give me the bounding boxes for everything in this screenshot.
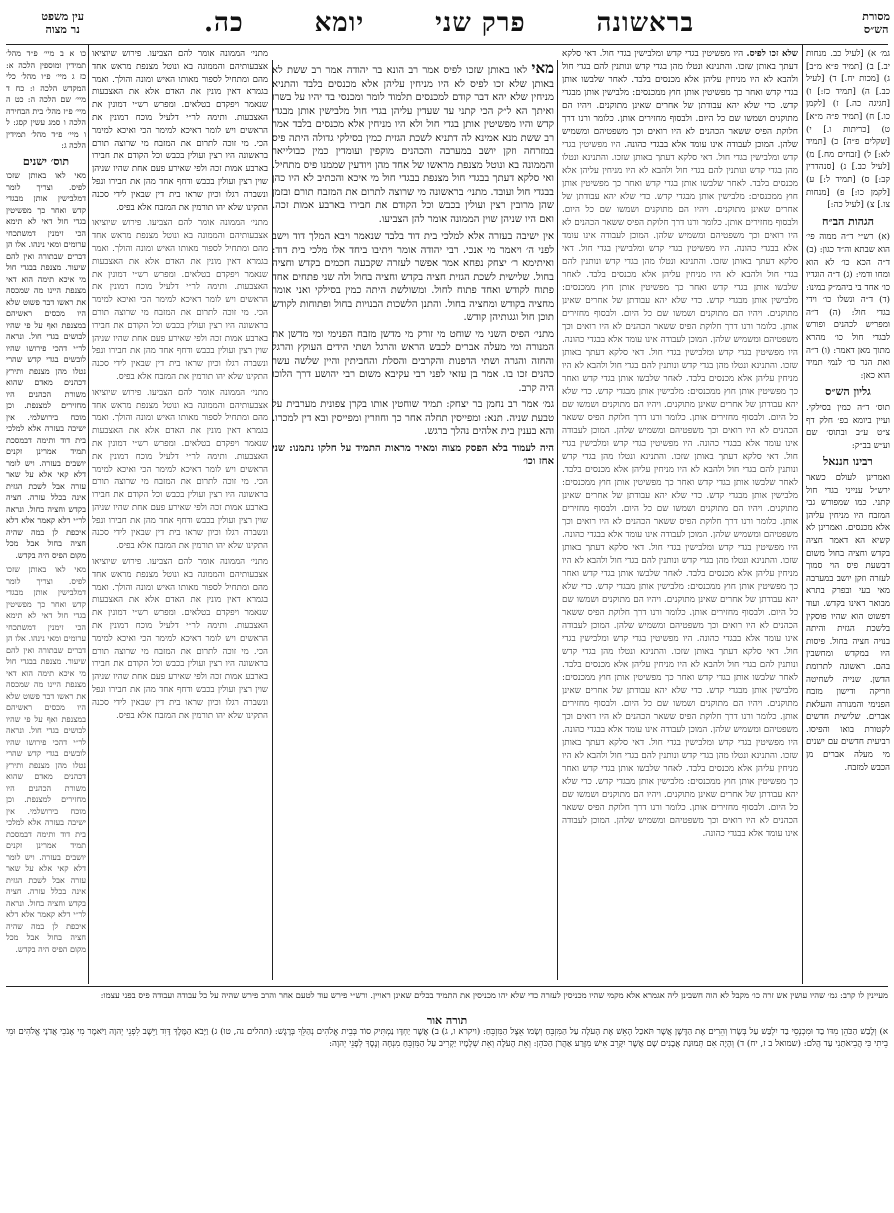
gemara-text: לאו באותן שזכו לפיס אמר רב הונא בר יהודה אמר רב ששת לא באותן שלא זכו לפיס לא היו מניחין עליהן אלא מכנסים בלבד והתניא מניחין שלא יהא דבר קודם למכנסים תלמוד לומר ומכנסי בד יהיו על בשרו ואיתך הא ל״ק הכי קתני עד שעדין עליהן בגדי חול מלבישין אותן מבגדי קדש והיו מפשיטין אותן בגדי חול ולא היו מניחין אלא מכנסים בלבד אמר רב ששת מנא אמינא לה דתניא לשכת הגזית כמין בסילקי גדולה היתה פיס במזרחה וזקן יושב במערבה והכהנים מוקפין ועומדין כמין כבולייאר והממונה בא ונוטל מצנפת מראשו של אחד מהן ויודעין שממנו פיס מתחיל. ואי סלקא דעתך בבגדי חול מצנפת בבגדי חול מי איכא והכתיב לא היו כהן בבגדי חול ועובד. מתני׳ בראשונה מי שרוצה לתרום את המזבח תורם ובזמן שהן מרובין רצין ועולין בכבש וכל הקודם את חבירו בארבע אמות זכה. ואם היו שניהן שוין הממונה אומר להן הצביעו. bbox=[272, 65, 554, 225]
gemara-section-3: מתני׳ הפיס השני מי שוחט מי זורק מי מדשן מזבח הפנימי ומי מדשן את המנורה ומי מעלה אברים לכבש הראש והרגל ושתי הידים העוקץ והרגל והחזה והגרה ושתי הדפנות והקרבים והסלת והחביתין והיין שלשה עשר כהנים זכו בו. אמר בן עזאי לפני רבי עקיבא משום רבי יהושע דרך הלוכו היה קרב. bbox=[272, 328, 554, 394]
hagahot-habach-text: (א) רש״י ד״ה ממוה פי׳ הוא שבתא וה״ד כגון: (ב) ד״ה הכא כו׳ לא הוא ומחו ודמי: (ג) ד״ה הוגדיו כו׳ אחד בי ביהמ״ק במינו: (ד) ד״ה ונשלו כו׳ וידי בגדי חול: (ה) ד״ה ומפריש לכהנים ופורש לבגדי חול כו׳ מהרא מתוך מאן דאמר: (ו) ד״ה ואת הנר כו׳ לנמי תמיד הוא כאן: bbox=[806, 232, 890, 381]
gilyon-hashas-title: גליון הש״ס bbox=[825, 385, 871, 399]
right-marginal-column bbox=[806, 48, 890, 983]
rashi-text-continued-6: היו מפשיטין בגדי קדש ומלבישין בגדי חול. דאי סלקא דעתך באותן שזכו. והתנינא ונטלו מהן בגדי קדש ונותנין להם בגדי חול ולהבא לא היו מניחין עליהן אלא מכנסים בלבד. לאחר שלבשו אותן בגדי קדש ואחר כך מפשיטין אותן חוץ ממכנסים: מלבישין אותן מבגדי קדש. כדי שלא יהא עבודתן של אחרים שאינן מתוקנים. ויהיו הם מתוקנים ושמשו שם כל היום. ולבסוף מחזירים אותן. כלומר ורנו דרך חלוקת הפיס ששאר הכהנים לא היו רואים וכך משפטיהם ומשמיש שלהן. המוכן לעבודה אינו עומד אלא בבגדי כהונה. bbox=[562, 634, 798, 735]
tosafot-yeshanim-title: תוס׳ ישנים bbox=[22, 154, 70, 168]
rashi-text-continued-7: היו מפשיטין בגדי קדש ומלבישין בגדי חול. דאי סלקא דעתך באותן שזכו. והתנינא ונטלו מהן בגדי קדש ונותנין להם בגדי חול ולהבא לא היו מניחין עליהן אלא מכנסים בלבד. לאחר שלבשו אותן בגדי קדש ואחר כך מפשיטין אותן חוץ ממכנסים: מלבישין אותן מבגדי קדש. כדי שלא יהא עבודתן של אחרים שאינן מתוקנים. ויהיו הם מתוקנים ושמשו שם כל היום. ולבסוף מחזירים אותן. כלומר ורנו דרך חלוקת הפיס ששאר הכהנים לא היו רואים וכך משפטיהם ומשמיש שלהן. המוכן לעבודה אינו עומד אלא בבגדי כהונה. bbox=[562, 738, 798, 839]
tosafot-yeshanim-text: מאי לאו באותן שזכו לפיס. וצריך לומר דמלבישין אותן מבגדי קדש ואחר כך מפשיטין בגדי חול דאי לא תימא הכי זימנין דמשתכחי ערומים ומאי נינהו. אלו הן דברים שבתורה ואין להם שיעור. מצנפת בבגדי חול מי איכא תימה הוא דאי מצנפת היינו מה שמכסה את ראשו דבר פשוט שלא היו מכסים ראשיהם במצנפת ואף על פי שהיו לבושים בגדי חול. ונראה לר״י דהכי פירושו שהיו לובשים בגדי קדש שהרי נטלו מהן מצנפת ותירץ דכהנים מאדם שהוא משורת הכהנים היו מחזירים למצנפת. וכן מוכח בירושלמי. אין ישיבה בעזרה אלא למלכי בית דוד ותימה דבמסכת תמיד אמרינן זקנים יושבים בעזרה. ויש לומר דלא קאי אלא על שאר עזרה אבל לשכת הגזית אינה בכלל עזרה. חציה בקדש וחציה בחול. ונראה לר״י דלא קאמר אלא דלא איכפת לן במה שהיה חציה בחול אבל מכל מקום הפיס היה בקדש. bbox=[6, 171, 86, 560]
right-margin-divider bbox=[802, 44, 803, 984]
rashi-opening: שלא זכו לפיס. bbox=[746, 49, 798, 59]
tosafot-text-cont: מתני׳ הממונה אומר להם הצביעו. פירוש שיוציאו אצבעותיהם והממונה בא ונוטל מצנפת מראש אחד מהם ומתחיל לספור מאותו האיש ומונה והולך. ואמר בגמרא דאין מונין את האדם אלא את האצבעות שנאמר ויפקדם בטלאים. ומפרש רש״י דמונין את האצבעות. ותימה לר״י דלעיל מוכח דמונין את הראשים ויש לומר דאיכא למימר הכי ואיכא למימר הכי. מי זוכה לתרום את המזבח מי שרוצה תורם בראשונה היו רצין ועולין בכבש וכל הקודם את חבירו בארבע אמות זכה ולפי שאירע פעם אחת שהיו שניהן שוין רצין ועולין בכבש ודחף אחד מהן את חבירו ונפל ונשברה רגלו וכיון שראו בית דין שבאין לידי סכנה התקינו שלא יהו תורמין את המזבח אלא בפיס. bbox=[92, 218, 268, 382]
tractate-name: יומא bbox=[314, 8, 365, 38]
rabbenu-chananel-text: ואמרינן לעולם כשאר ירש״ל ענייני בגדי חול קתני. כמו שמפורש גבי המזבח היו מניחין עליהן אלא מכנסים. ואמרינן לא קשיא הא דאמר חציה בקדש וחציה בחול משום דבשעת פיס הוי סמוך לעזרה וזקן יושב במערבה מאי בעי ובפרק בתרא מבואר דאינו בקדש. ועוד דפשוט הוא שהיו פוסקין בלשכת הגזית והיתה בנויה חציה בחול. פיסות היו במקדש ומחשבין בהם. ראשונה לתרומת הדשן. שנייה לשחיטה וזריקה ודישון מזבח הפנימי והמנורה והעלאת אברים. שלישית חדשים לקטורת בואו והפיסו. רביעית חדשים עם ישנים מי מעלה אברים מן הכבש למזבח. bbox=[806, 473, 890, 773]
footer-notes-text: מעיינין לו קרב: גמ׳ שהיו עושין אש זרה כו׳ מקבל לא הוה חשבינן ליה אגמרא אלא מקמי שהיו מכניסין לעזרה כדי שלא יהו מכניסין את התמיד בכלים שאינן ראויין. ורש״י פירש עוד לטעם אחר והרב פירש שהיה על כל עבודה ועבודה פיס בפני עצמו: bbox=[100, 990, 888, 1000]
gilyon-hashas-text: תוס׳ ד״ה כמין בסילקי. ועיין ביומא בפ׳ חלק דף צ״ט ע״ב ובתוס׳ שם וע״ש בב״ק: bbox=[806, 403, 890, 451]
gemara-opening-word: מאי bbox=[531, 62, 554, 77]
chapter-name: בראשונה bbox=[596, 8, 694, 38]
daf-number: כה. bbox=[204, 8, 244, 38]
mesoret-hashas-title: מסורת הש״ס bbox=[862, 10, 890, 36]
footer-rule bbox=[6, 986, 888, 987]
perek-number: פרק שני bbox=[435, 8, 526, 38]
ein-mishpat-title: עין משפט נר מצוה bbox=[41, 10, 84, 36]
gemara-column bbox=[272, 62, 554, 980]
header-rule bbox=[6, 44, 888, 45]
gemara-right-divider bbox=[557, 60, 558, 980]
gemara-closing: היה לעמוד בלא הפסק מצוה ומאיר מראות התמיד על חלקו נתמנו: שני אחז וכו׳ bbox=[272, 442, 554, 467]
running-header bbox=[204, 8, 694, 38]
tosafot-text-cont-3: מתני׳ הממונה אומר להם הצביעו. פירוש שיוציאו אצבעותיהם והממונה בא ונוטל מצנפת מראש אחד מהם ומתחיל לספור מאותו האיש ומונה והולך. ואמר בגמרא דאין מונין את האדם אלא את האצבעות שנאמר ויפקדם בטלאים. ומפרש רש״י דמונין את האצבעות. ותימה לר״י דלעיל מוכח דמונין את הראשים ויש לומר דאיכא למימר הכי ואיכא למימר הכי. מי זוכה לתרום את המזבח מי שרוצה תורם בראשונה היו רצין ועולין בכבש וכל הקודם את חבירו בארבע אמות זכה ולפי שאירע פעם אחת שהיו שניהן שוין רצין ועולין בכבש ודחף אחד מהן את חבירו ונפל ונשברה רגלו וכיון שראו בית דין שבאין לידי סכנה התקינו שלא יהו תורמין את המזבח אלא בפיס. bbox=[92, 557, 268, 721]
rashi-text-continued-4: היו מפשיטין בגדי קדש ומלבישין בגדי חול. דאי סלקא דעתך באותן שזכו. והתנינא ונטלו מהן בגדי קדש ונותנין להם בגדי חול ולהבא לא היו מניחין עליהן אלא מכנסים בלבד. לאחר שלבשו אותן בגדי קדש ואחר כך מפשיטין אותן חוץ ממכנסים: מלבישין אותן מבגדי קדש. כדי שלא יהא עבודתן של אחרים שאינן מתוקנים. ויהיו הם מתוקנים ושמשו שם כל היום. ולבסוף מחזירים אותן. כלומר ורנו דרך חלוקת הפיס ששאר הכהנים לא היו רואים וכך משפטיהם ומשמיש שלהן. המוכן לעבודה אינו עומד אלא בבגדי כהונה. bbox=[562, 439, 798, 540]
mesoret-hashas-notes: גמ׳ א) [לעיל כב. מנחות יב.] ב) [תמיד פ״א מ״ב] ג) [מכות יח.] ד) [לעיל כב.] ה) [תמיד כז:] ו) [חגיגה כה.] ז) [לקמן כו.] ח) [תמיד פ״ה מ״א] ט) [כריתות ו.] י) [שקלים פ״ה] כ) [תמיד לא:] ל) [זבחים מח.] מ) [לעיל כב.] נ) [סנהדרין קב:] ס) [תמיד ל:] ע) [לקמן כו:] פ) [מנחות צו.] צ) [לעיל כה:] bbox=[806, 49, 890, 211]
tosafot-yeshanim-text-cont: מאי לאו באותן שזכו לפיס. וצריך לומר דמלבישין אותן מבגדי קדש ואחר כך מפשיטין בגדי חול דאי לא תימא הכי זימנין דמשתכחי ערומים ומאי נינהו. אלו הן דברים שבתורה ואין להם שיעור. מצנפת בבגדי חול מי איכא תימה הוא דאי מצנפת היינו מה שמכסה את ראשו דבר פשוט שלא היו מכסים ראשיהם במצנפת ואף על פי שהיו לבושים בגדי חול. ונראה לר״י דהכי פירושו שהיו לובשים בגדי קדש שהרי נטלו מהן מצנפת ותירץ דכהנים מאדם שהוא משורת הכהנים היו מחזירים למצנפת. וכן מוכח בירושלמי. אין ישיבה בעזרה אלא למלכי בית דוד ותימה דבמסכת תמיד אמרינן זקנים יושבים בעזרה. ויש לומר דלא קאי אלא על שאר עזרה אבל לשכת הגזית אינה בכלל עזרה. חציה בקדש וחציה בחול. ונראה לר״י דלא קאמר אלא דלא איכפת לן במה שהיה חציה בחול אבל מכל מקום הפיס היה בקדש. bbox=[6, 565, 86, 954]
rashi-text-continued-3: היו מפשיטין בגדי קדש ומלבישין בגדי חול. דאי סלקא דעתך באותן שזכו. והתנינא ונטלו מהן בגדי קדש ונותנין להם בגדי חול ולהבא לא היו מניחין עליהן אלא מכנסים בלבד. לאחר שלבשו אותן בגדי קדש ואחר כך מפשיטין אותן חוץ ממכנסים: מלבישין אותן מבגדי קדש. כדי שלא יהא עבודתן של אחרים שאינן מתוקנים. ויהיו הם מתוקנים ושמשו שם כל היום. ולבסוף מחזירים אותן. כלומר ורנו דרך חלוקת הפיס ששאר הכהנים לא היו רואים וכך משפטיהם ומשמיש שלהן. המוכן לעבודה אינו עומד אלא בבגדי כהונה. bbox=[562, 348, 798, 449]
torah-or-title: תורה אור bbox=[426, 1014, 468, 1027]
rashi-column bbox=[562, 48, 798, 983]
rashi-text: היו מפשיטין בגדי קדש ומלבישין בגדי חול. דאי סלקא דעתך באותן שזכו. והתנינא ונטלו מהן בגדי קדש ונותנין להם בגדי חול ולהבא לא היו מניחין עליהן אלא מכנסים בלבד. לאחר שלבשו אותן בגדי קדש ואחר כך מפשיטין אותן חוץ ממכנסים: מלבישין אותן מבגדי קדש. כדי שלא יהא עבודתן של אחרים שאינן מתוקנים. ויהיו הם מתוקנים ושמשו שם כל היום. ולבסוף מחזירים אותן. כלומר ורנו דרך חלוקת הפיס ששאר הכהנים לא היו רואים וכך משפטיהם ומשמיש שלהן. המוכן לעבודה אינו עומד אלא בבגדי כהונה. bbox=[562, 49, 798, 150]
tosafot-column bbox=[92, 48, 268, 983]
tosafot-text-cont-2: מתני׳ הממונה אומר להם הצביעו. פירוש שיוציאו אצבעותיהם והממונה בא ונוטל מצנפת מראש אחד מהם ומתחיל לספור מאותו האיש ומונה והולך. ואמר בגמרא דאין מונין את האדם אלא את האצבעות שנאמר ויפקדם בטלאים. ומפרש רש״י דמונין את האצבעות. ותימה לר״י דלעיל מוכח דמונין את הראשים ויש לומר דאיכא למימר הכי ואיכא למימר הכי. מי זוכה לתרום את המזבח מי שרוצה תורם בראשונה היו רצין ועולין בכבש וכל הקודם את חבירו בארבע אמות זכה ולפי שאירע פעם אחת שהיו שניהן שוין רצין ועולין בכבש ודחף אחד מהן את חבירו ונפל ונשברה רגלו וכיון שראו בית דין שבאין לידי סכנה התקינו שלא יהו תורמין את המזבח אלא בפיס. bbox=[92, 387, 268, 552]
left-margin-divider bbox=[88, 44, 89, 984]
gemara-section-2: אין ישיבה בעזרה אלא למלכי בית דוד בלבד שנאמר ויבא המלך דוד וישב לפני ה׳ ויאמר מי אנכי. רבי יהודה אומר ויתיבו ביחד אלו מלכי בית דוד: ואיתימא ר׳ יצחק נפחא אמר אפשר לעזרה שקבעה חכמים בקדש וחציה בחול. שלישית לשכת הגזית חציה בקדש וחציה בחול ולה שני פתחים אחד פתוח לקודש ואחד פתוח לחול. ומשולשת היתה כמין בסילקי ואני אומר מחציה בקודש ומחציה בחול. והתנן הלשכות הבנויות בחול ופתוחות לקודש תוכן חול וגגותיהן קודש. bbox=[272, 231, 554, 323]
rashi-text-continued: היו מפשיטין בגדי קדש ומלבישין בגדי חול. דאי סלקא דעתך באותן שזכו. והתנינא ונטלו מהן בגדי קדש ונותנין להם בגדי חול ולהבא לא היו מניחין עליהן אלא מכנסים בלבד. לאחר שלבשו אותן בגדי קדש ואחר כך מפשיטין אותן חוץ ממכנסים: מלבישין אותן מבגדי קדש. כדי שלא יהא עבודתן של אחרים שאינן מתוקנים. ויהיו הם מתוקנים ושמשו שם כל היום. ולבסוף מחזירים אותן. כלומר ורנו דרך חלוקת הפיס ששאר הכהנים לא היו רואים וכך משפטיהם ומשמיש שלהן. המוכן לעבודה אינו עומד אלא בבגדי כהונה. bbox=[562, 140, 798, 254]
rabbenu-chananel-title: רבינו חננאל bbox=[823, 455, 873, 469]
gemara-section-4: גמ׳ אמר רב נחמן בר יצחק: תמיד שוחטין אותו בקרן צפונית מערבית על טבעת שניה. תנא: ומפייסין תחלה אחר כך וחוזרין ומפייסין ובא דין למכרו. והא בענין בית אלהים נהלך ברגש. bbox=[272, 399, 554, 437]
footer-notes bbox=[6, 990, 888, 1008]
ein-mishpat-notes: כו א ב מיי׳ פ״ד מהל׳ תמידין ומוספין הלכה א: כז ג מיי׳ פ״ו מהל׳ כלי המקדש הלכה ו: כח ד מיי׳ שם הלכה ה: כט ה מיי׳ פ״ז מהל׳ בית הבחירה הלכה ו סמג עשין קסג: ל ו מיי׳ פ״ד מהל׳ תמידין הלכה ג: bbox=[6, 49, 86, 150]
rashi-text-continued-2: היו מפשיטין בגדי קדש ומלבישין בגדי חול. דאי סלקא דעתך באותן שזכו. והתנינא ונטלו מהן בגדי קדש ונותנין להם בגדי חול ולהבא לא היו מניחין עליהן אלא מכנסים בלבד. לאחר שלבשו אותן בגדי קדש ואחר כך מפשיטין אותן חוץ ממכנסים: מלבישין אותן מבגדי קדש. כדי שלא יהא עבודתן של אחרים שאינן מתוקנים. ויהיו הם מתוקנים ושמשו שם כל היום. ולבסוף מחזירים אותן. כלומר ורנו דרך חלוקת הפיס ששאר הכהנים לא היו רואים וכך משפטיהם ומשמיש שלהן. המוכן לעבודה אינו עומד אלא בבגדי כהונה. bbox=[562, 244, 798, 345]
rashi-text-continued-5: היו מפשיטין בגדי קדש ומלבישין בגדי חול. דאי סלקא דעתך באותן שזכו. והתנינא ונטלו מהן בגדי קדש ונותנין להם בגדי חול ולהבא לא היו מניחין עליהן אלא מכנסים בלבד. לאחר שלבשו אותן בגדי קדש ואחר כך מפשיטין אותן חוץ ממכנסים: מלבישין אותן מבגדי קדש. כדי שלא יהא עבודתן של אחרים שאינן מתוקנים. ויהיו הם מתוקנים ושמשו שם כל היום. ולבסוף מחזירים אותן. כלומר ורנו דרך חלוקת הפיס ששאר הכהנים לא היו רואים וכך משפטיהם ומשמיש שלהן. המוכן לעבודה אינו עומד אלא בבגדי כהונה. bbox=[562, 543, 798, 644]
torah-or-text: א) וְלָבַשׁ הַכֹּהֵן מִדּוֹ בַד וּמִכְנְסֵי בַד יִלְבַּשׁ עַל בְּשָׂרוֹ וְהֵרִים אֶת הַדֶּשֶׁן אֲשֶׁר תֹּאכַל הָאֵשׁ אֶת הָעֹלָה עַל הַמִּזְבֵּחַ וְשָׂמוֹ אֵצֶל הַמִּזְבֵּחַ: (ויקרא ו, ג) ב) אֲשֶׁר יַחְדָּו נַמְתִּיק סוֹד בְּבֵית אֱלֹהִים נְהַלֵּךְ בְּרָגֶשׁ: (תהלים נה, טו) ג) וַיָּבֹא הַמֶּלֶךְ דָּוִד וַיֵּשֶׁב לִפְנֵי יְהוָה וַיֹּאמֶר מִי אָנֹכִי אֲדֹנָי אֱלֹהִים וּמִי בֵיתִי כִּי הֲבִיאֹתַנִי עַד הֲלֹם: (שמואל ב ז, יח) ד) וְהָיָה אִם תְּמוּנַת אֲבָנִים שָׁם אֲשֶׁר יִקָּרֵב אִישׁ מִזֶּרַע אַהֲרֹן הַכֹּהֵן: וְאֵת הָעֹלָה וְאֵת שְׁלָמָיו יַקְרִיב עַל הַמִּזְבֵּחַ מִנְחָה וְנֶסֶךְ לְפָנֵי יְהוָה: bbox=[6, 1027, 888, 1049]
left-marginal-column bbox=[6, 48, 86, 983]
tosafot-text: מתני׳ הממונה אומר להם הצביעו. פירוש שיוציאו אצבעותיהם והממונה בא ונוטל מצנפת מראש אחד מהם ומתחיל לספור מאותו האיש ומונה והולך. ואמר בגמרא דאין מונין את האדם אלא את האצבעות שנאמר ויפקדם בטלאים. ומפרש רש״י דמונין את האצבעות. ותימה לר״י דלעיל מוכח דמונין את הראשים ויש לומר דאיכא למימר הכי ואיכא למימר הכי. מי זוכה לתרום את המזבח מי שרוצה תורם בראשונה היו רצין ועולין בכבש וכל הקודם את חבירו בארבע אמות זכה ולפי שאירע פעם אחת שהיו שניהן שוין רצין ועולין בכבש ודחף אחד מהן את חבירו ונפל ונשברה רגלו וכיון שראו בית דין שבאין לידי סכנה התקינו שלא יהו תורמין את המזבח אלא בפיס. bbox=[92, 49, 268, 213]
hagahot-habach-title: הגהות הב״ח bbox=[822, 214, 874, 228]
torah-or-section bbox=[6, 1026, 888, 1066]
